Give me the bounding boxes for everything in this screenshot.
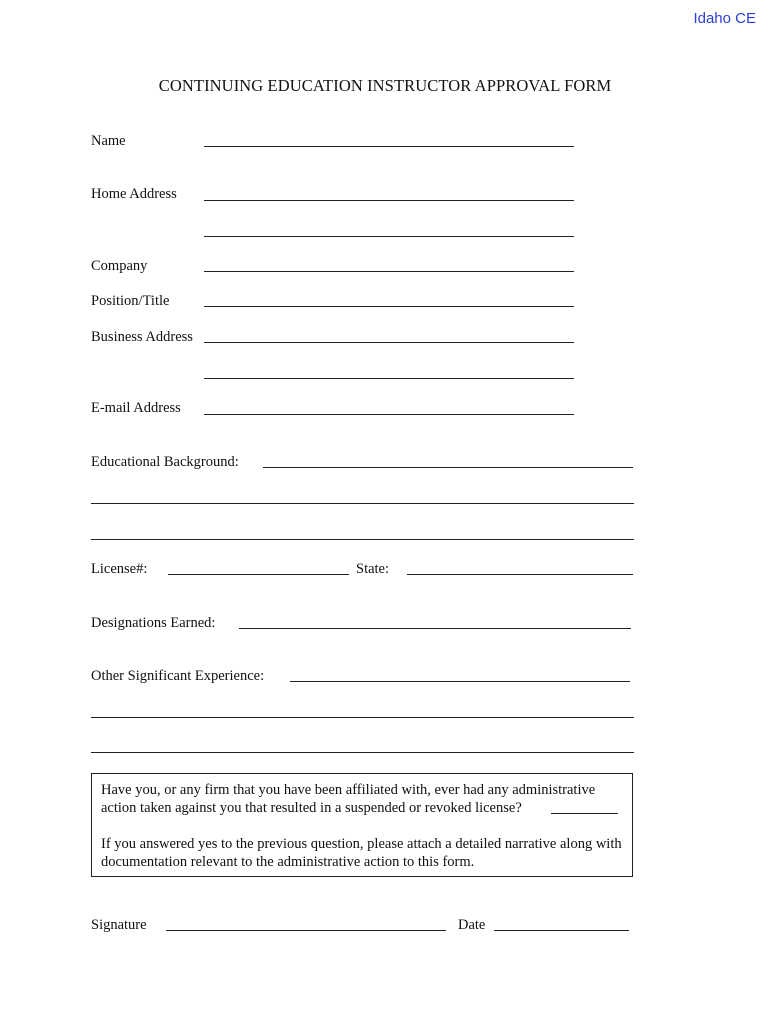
- position-title-label: Position/Title: [91, 293, 170, 309]
- business-address-line-2[interactable]: [204, 378, 574, 379]
- license-label: License#:: [91, 561, 148, 577]
- email-field-line[interactable]: [204, 414, 574, 415]
- experience-line-1[interactable]: [290, 681, 630, 682]
- position-title-line[interactable]: [204, 306, 574, 307]
- idaho-ce-tag: Idaho CE: [693, 10, 756, 27]
- administrative-action-answer-line[interactable]: [551, 813, 618, 814]
- date-field-line[interactable]: [494, 930, 629, 931]
- name-field-line[interactable]: [204, 146, 574, 147]
- experience-label: Other Significant Experience:: [91, 668, 265, 684]
- education-label: Educational Background:: [91, 454, 239, 470]
- administrative-action-question: Have you, or any firm that you have been affiliated with, ever had any administrative action taken against you that resulted in a suspended or revoked license?: [101, 782, 596, 816]
- experience-line-3[interactable]: [91, 752, 634, 753]
- business-address-line-1[interactable]: [204, 342, 574, 343]
- designations-label: Designations Earned:: [91, 615, 216, 631]
- administrative-action-instruction: If you answered yes to the previous question, please attach a detailed narrative along with documentation relevant to the administrative action to this form.: [101, 836, 622, 870]
- state-label: State:: [356, 561, 390, 577]
- education-line-2[interactable]: [91, 503, 634, 504]
- experience-line-2[interactable]: [91, 717, 634, 718]
- home-address-line-2[interactable]: [204, 236, 574, 237]
- date-label: Date: [458, 917, 486, 933]
- administrative-action-box: [91, 773, 633, 877]
- designations-field-line[interactable]: [239, 628, 631, 629]
- company-label: Company: [91, 258, 148, 274]
- home-address-label: Home Address: [91, 186, 177, 202]
- business-address-label: Business Address: [91, 329, 193, 345]
- signature-label: Signature: [91, 917, 147, 933]
- company-field-line[interactable]: [204, 271, 574, 272]
- signature-field-line[interactable]: [166, 930, 446, 931]
- home-address-line-1[interactable]: [204, 200, 574, 201]
- state-field-line[interactable]: [407, 574, 633, 575]
- education-line-3[interactable]: [91, 539, 634, 540]
- form-title: CONTINUING EDUCATION INSTRUCTOR APPROVAL FORM: [158, 76, 612, 95]
- license-field-line[interactable]: [168, 574, 349, 575]
- name-label: Name: [91, 133, 126, 149]
- email-label: E-mail Address: [91, 400, 181, 416]
- education-line-1[interactable]: [263, 467, 633, 468]
